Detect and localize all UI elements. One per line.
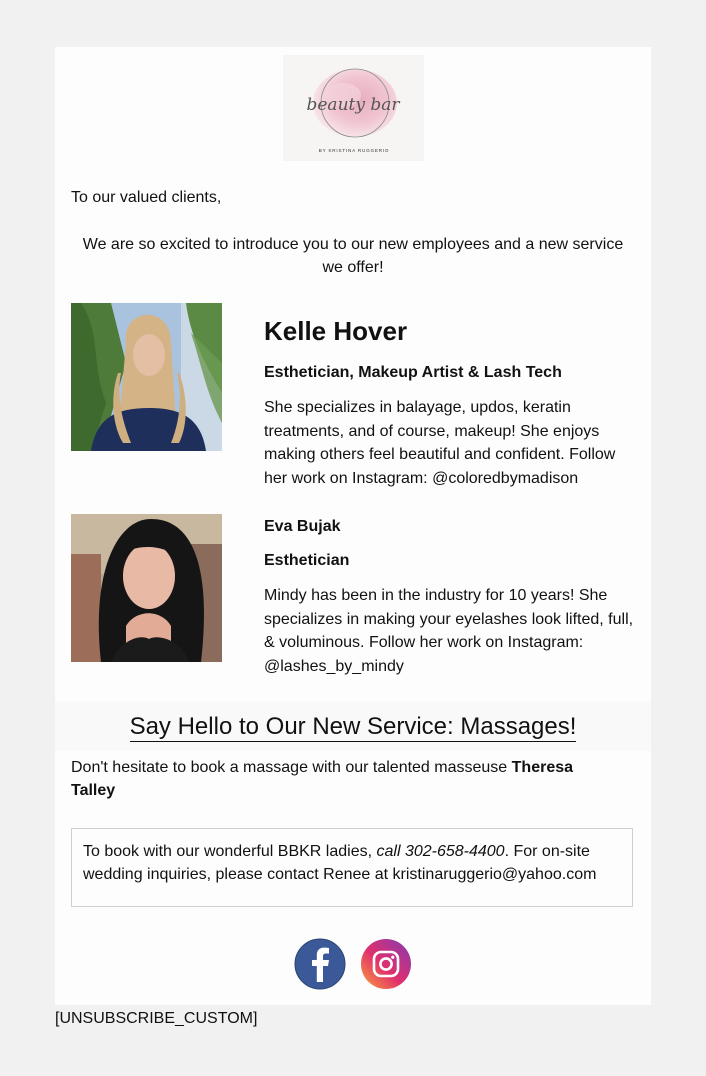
employee-role: Esthetician <box>264 552 350 569</box>
employee-bio: Mindy has been in the industry for 10 years! She specializes in making your eyelashes look lifted, full, & voluminous. Follow her work on Instagram: @lashes_by_mindy <box>264 587 634 675</box>
booking-info-box <box>71 828 633 907</box>
employee-role: Esthetician, Makeup Artist & Lash Tech <box>264 364 562 381</box>
employee-card-eva <box>264 517 636 678</box>
booking-phone-link[interactable]: call 302-658-4400 <box>376 843 505 860</box>
facebook-icon[interactable] <box>294 938 346 990</box>
unsubscribe-link[interactable]: [UNSUBSCRIBE_CUSTOM] <box>55 1010 258 1027</box>
service-heading <box>55 713 651 741</box>
beauty-bar-logo[interactable] <box>283 55 424 161</box>
employee-photo-eva <box>71 514 222 662</box>
service-heading-text: Say Hello to Our New Service: Massages! <box>129 713 577 740</box>
greeting: To our valued clients, <box>71 189 222 206</box>
booking-suffix: . For on-site wedding inquiries, please contact Renee at kristinaruggerio@yahoo.com <box>83 843 597 883</box>
employee-bio: She specializes in balayage, updos, keratin treatments, and of course, makeup! She enjoys making others feel beautiful and confident. Follow her work on Instagram: @coloredbymadison <box>264 399 616 487</box>
masseuse-name: Theresa Talley <box>71 759 574 799</box>
employee-card-kelle <box>264 315 636 490</box>
logo-tagline: BY KRISTINA RUGGERIO <box>318 148 390 153</box>
instagram-icon[interactable] <box>360 938 412 990</box>
employee-name: Eva Bujak <box>264 518 341 535</box>
logo-script-text: beauty bar <box>306 95 400 115</box>
email-body <box>55 47 651 1005</box>
booking-prefix: To book with our wonderful BBKR ladies, <box>83 843 377 860</box>
intro-text: We are so excited to introduce you to our new employees and a new service we offer! <box>82 236 624 276</box>
employee-name: Kelle Hover <box>264 316 408 346</box>
massage-text-prefix: Don't hesitate to book a massage with our talented masseuse <box>71 759 512 776</box>
massage-text <box>71 756 611 802</box>
employee-photo-kelle <box>71 303 222 451</box>
